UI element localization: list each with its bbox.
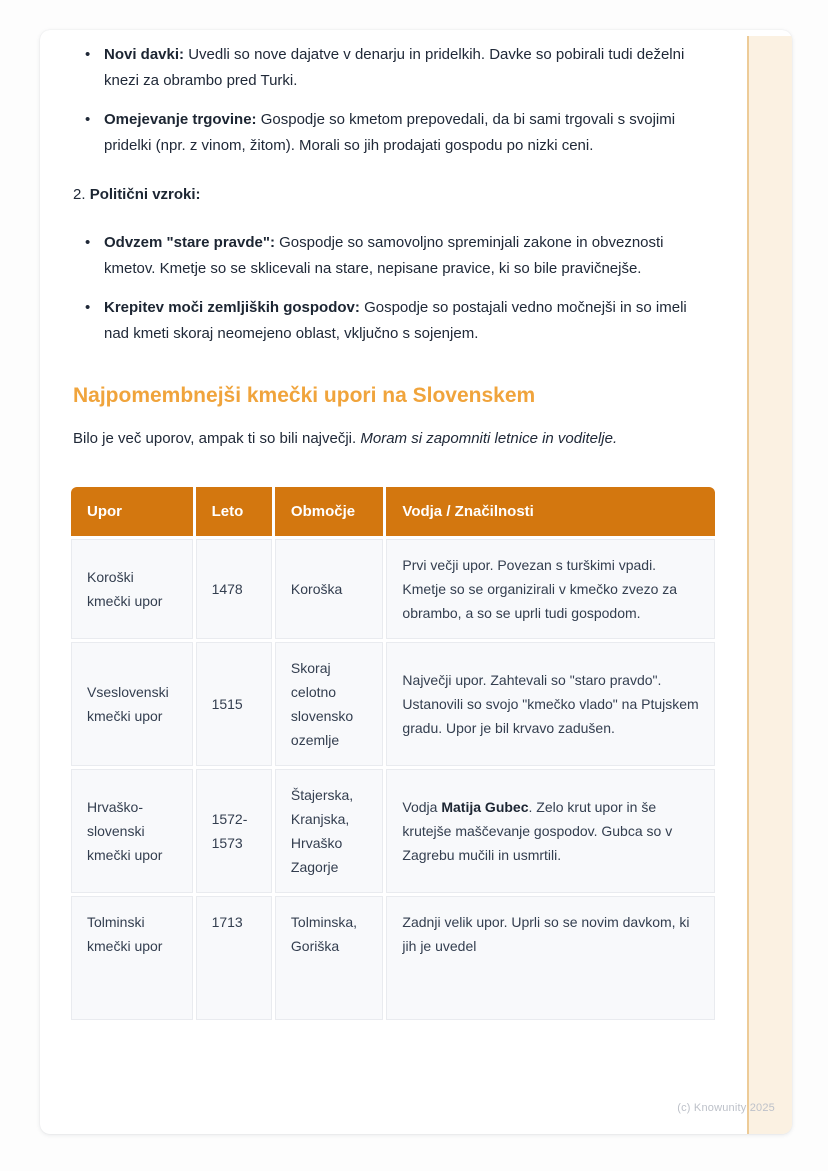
cell-obmocje: Tolminska, Goriška [275,896,384,1020]
revolts-table [68,484,718,1023]
decorative-side-stripe [747,36,792,1134]
cell-upor: Vseslovenski kmečki upor [71,642,193,766]
column-header-obmocje: Območje [275,487,384,536]
cell-leto: 1572-1573 [196,769,272,893]
bullet-icon: • [85,111,91,128]
cell-opis: Prvi večji upor. Povezan s turškimi vpadi. Kmetje so se organizirali v kmečko zvezo za obrambo, a so se uprli tudi gospodom. [386,539,715,639]
list-item-text: Gospodje so kmetom prepovedali, da bi sami trgovali s svojimi pridelki (npr. z vinom, žitom). Morali so jih prodajati gospodu po nizki ceni. [104,111,676,154]
cell-opis-leader-name: Matija Gubec [441,799,529,815]
document-page [40,30,792,1134]
cell-upor: Tolminski kmečki upor [71,896,193,1020]
table-row [71,642,715,766]
column-header-vodja: Vodja / Značilnosti [386,487,715,536]
cell-obmocje: Štajerska, Kranjska, Hrvaško Zagorje [275,769,384,893]
bullet-icon: • [85,234,91,251]
cell-leto: 1478 [196,539,272,639]
intro-italic-note: Moram si zapomniti letnice in voditelje. [360,430,618,447]
copyright-watermark: (c) Knowunity 2025 [677,1102,775,1114]
table-row [71,769,715,893]
cell-obmocje: Koroška [275,539,384,639]
numbered-item-political-causes [73,182,715,208]
list-item-text: Gospodje so postajali vedno močnejši in so imeli nad kmeti skoraj neomejeno oblast, vključno s sojenjem. [104,299,687,342]
economic-causes-list [71,42,715,159]
cell-opis: Največji upor. Zahtevali so "staro pravdo". Ustanovili so svojo "kmečko vlado" na Ptujskem gradu. Upor je bil krvavo zadušen. [386,642,715,766]
list-item-term: Omejevanje trgovine: [104,111,257,128]
list-item [85,230,715,282]
cell-opis: Zadnji velik upor. Uprli so se novim davkom, ki jih je uvedel [386,896,715,1020]
numbered-item-number: 2. [73,186,86,203]
intro-paragraph [73,426,715,452]
political-causes-list [71,230,715,347]
list-item-text: Gospodje so samovoljno spreminjali zakone in obveznosti kmetov. Kmetje so se sklicevali na stare, nepisane pravice, ki so bile pravičnejše. [104,234,664,277]
list-item-term: Odvzem "stare pravde": [104,234,275,251]
list-item-text: Uvedli so nove dajatve v denarju in pridelkih. Davke so pobirali tudi deželni knezi za obrambo pred Turki. [104,46,685,89]
list-item-term: Novi davki: [104,46,185,63]
cell-opis [386,769,715,893]
intro-regular-text: Bilo je več uporov, ampak ti so bili največji. [73,430,357,447]
list-item [85,295,715,347]
list-item [85,42,715,94]
column-header-upor: Upor [71,487,193,536]
cell-upor: Koroški kmečki upor [71,539,193,639]
cell-leto: 1713 [196,896,272,1020]
cell-obmocje: Skoraj celotno slovensko ozemlje [275,642,384,766]
column-header-leto: Leto [196,487,272,536]
numbered-item-label: Politični vzroki: [89,186,201,203]
section-heading: Najpomembnejši kmečki upori na Slovenskem [73,384,536,407]
list-item [85,107,715,159]
table-header-row [71,487,715,536]
bullet-icon: • [85,46,91,63]
table-row [71,539,715,639]
cell-opis-text: . Zelo krut upor in še krutejše maščevanje gospodov. Gubca so v Zagrebu mučili in usmrtili. [402,799,673,863]
table-row [71,896,715,1020]
cell-leto: 1515 [196,642,272,766]
bullet-icon: • [85,299,91,316]
cell-opis-text: Vodja [402,799,442,815]
document-content [71,42,715,1023]
list-item-term: Krepitev moči zemljiških gospodov: [104,299,360,316]
cell-upor: Hrvaško-slovenski kmečki upor [71,769,193,893]
